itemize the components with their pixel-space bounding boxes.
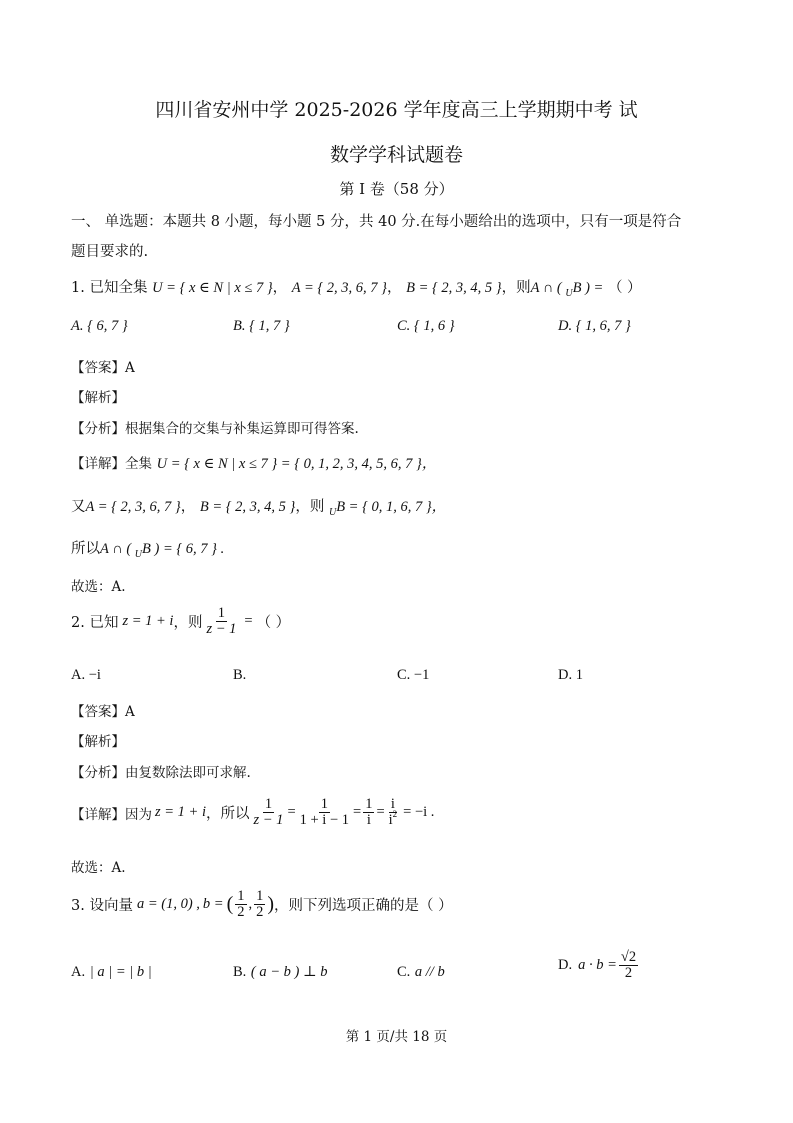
q3-option-d-lhs: a · b = — [578, 957, 617, 974]
q1-you-b: B = { 2, 3, 4, 5 } — [199, 499, 296, 515]
q2-frac-4-den: i — [388, 812, 393, 829]
q1-you-sep: ， — [180, 499, 196, 515]
q2-frac-1-num: 1 — [264, 796, 273, 812]
q2-frac-2-num: 1 — [320, 796, 328, 812]
q3-option-b-expr: ( a − b ) ⊥ b — [250, 964, 328, 980]
q2-frac-1 — [252, 797, 286, 828]
q1-comma-2: ， — [386, 280, 402, 296]
page-footer: 第 1 页/共 18 页 — [345, 1029, 448, 1045]
exam-title-line1: 四川省安州中学 2025-2026 学年度高三上学期期中考 试 — [155, 99, 638, 121]
q3-option-a-label: A. — [71, 964, 86, 980]
q3-option-d-frac — [619, 950, 638, 981]
q2-answer: 【答案】A — [71, 704, 135, 720]
q2-frac-4 — [387, 797, 400, 828]
q3-stem-tail: ，则下列选项正确的是（ ） — [274, 898, 453, 915]
q2-stem-fraction — [204, 606, 238, 637]
q2-stem-frac-num: 1 — [217, 605, 226, 621]
q3-b-frac-2-num: 1 — [256, 888, 264, 904]
q2-frac-3-den: i — [366, 812, 371, 829]
q3-stem: 3. 设向量 a = (1, 0) , b = ( $\frac{1}{2}$ , $\frac{1}{2}$ ) ，则下列选项正确的是（ ） — [71, 888, 453, 921]
q2-blank: （ ） — [256, 615, 291, 632]
q1-suoyi-tail: B ) = { 6, 7 } . — [142, 541, 225, 557]
q1-blank: （ ） — [607, 280, 642, 296]
q3-b-frac-2-den: 2 — [256, 904, 264, 921]
q2-stem-frac-den: z − 1 — [206, 621, 237, 638]
q2-frac-1-den: z − 1 — [253, 812, 284, 829]
q3-b-frac-1 — [235, 889, 246, 920]
q2-fenxi: 【分析】由复数除法即可求解. — [71, 765, 251, 781]
q3-option-c-expr: a // b — [414, 964, 445, 980]
q2-frac-2-den: 1 + i − 1 — [299, 812, 350, 829]
q1-suoyi-sub: U — [134, 549, 143, 560]
q3-option-c-label: C. — [397, 964, 411, 980]
q3-option-a-expr: | a | = | b | — [89, 964, 152, 980]
q2-suoyi: ，所以 — [206, 806, 250, 823]
q1-set-a: A = { 2, 3, 6, 7 } — [291, 280, 387, 296]
q1-suoyi-label: 所以 — [71, 541, 100, 557]
q1-you-a: A = { 2, 3, 6, 7 } — [85, 499, 181, 515]
q1-analysis-label: 【解析】 — [71, 390, 125, 406]
q1-target-sub: U — [565, 288, 573, 299]
q1-you-complement: B = { 0, 1, 6, 7 }， — [336, 499, 447, 515]
q3-option-b-label: B. — [233, 964, 247, 980]
exam-title-line2: 数学学科试题卷 — [329, 144, 463, 166]
q1-xiangjie — [71, 452, 436, 473]
q1-comma-1: ， — [272, 280, 288, 296]
q2-eq: = — [244, 613, 253, 630]
q3-option-d-den: 2 — [624, 965, 633, 982]
q3-option-c — [397, 964, 445, 981]
q1-you-line — [71, 495, 446, 516]
q1-then: ，则 — [501, 280, 531, 296]
q1-stem-prefix: 1. 已知全集 — [71, 280, 148, 296]
q2-frac-2 — [298, 797, 351, 828]
q2-stem — [71, 606, 290, 637]
q1-suoyi-line — [71, 537, 224, 558]
q2-frac-4-num: i — [390, 796, 395, 812]
q3-option-a — [71, 964, 152, 981]
q2-stem-prefix: 2. 已知 — [71, 615, 119, 632]
q2-option-b: B. — [233, 667, 247, 683]
q2-xiangjie-z: z = 1 + i — [155, 804, 206, 821]
q1-option-b: B. { 1, 7 } — [233, 318, 290, 334]
q3-stem-prefix: 3. 设向量 — [71, 898, 133, 915]
q2-frac-3 — [363, 797, 374, 828]
q3-b-frac-2 — [254, 889, 265, 920]
q1-xiangjie-label: 【详解】全集 — [71, 456, 152, 472]
q2-option-d: D. 1 — [558, 667, 583, 683]
q1-suoyi-expr: A ∩ ( — [100, 541, 135, 557]
q1-target-expr: A ∩ ( — [530, 280, 566, 296]
q1-option-c: C. { 1, 6 } — [397, 318, 455, 334]
instructions-line1: 一、 单选题：本题共 8 小题，每小题 5 分，共 40 分.在每小题给出的选项中，只有一项是符合 — [71, 214, 682, 230]
q2-option-c: C. −1 — [397, 667, 430, 683]
q2-frac-3-num: 1 — [365, 796, 373, 812]
q2-frac-4-den-wrap — [387, 809, 400, 829]
section-heading: 第 I 卷（58 分） — [339, 180, 454, 198]
q2-analysis-label: 【解析】 — [71, 734, 125, 750]
q1-you-ze: ，则 — [295, 499, 325, 515]
q1-you-label: 又 — [71, 499, 86, 515]
q1-you-sub: U — [328, 507, 337, 518]
q3-option-d-label: D. — [558, 957, 573, 974]
q2-xiangjie-label: 【详解】因为 — [71, 806, 152, 823]
q1-fenxi: 【分析】根据集合的交集与补集运算即可得答案. — [71, 421, 359, 437]
instructions-line2: 题目要求的. — [71, 244, 149, 260]
q1-answer: 【答案】A — [71, 360, 135, 376]
q2-xiangjie: 【详解】因为 z = 1 + i ，所以 $\frac{1}{z - 1}$ = $\frac{1}{1 + i - 1}$ = $\frac{1}{i}$ = $\frac{i}{i^2}$ = −i . — [71, 796, 435, 829]
q2-ze: ，则 — [173, 615, 203, 632]
q1-set-u: U = { x ∈ N | x ≤ 7 } — [152, 280, 273, 296]
q1-conclusion: 故选：A. — [71, 579, 126, 595]
q2-frac-4-sup: 2 — [392, 809, 398, 820]
q3-b-frac-1-num: 1 — [237, 888, 245, 904]
q2-option-a: A. −i — [71, 667, 101, 683]
q2-result: = −i . — [403, 804, 435, 821]
q3-option-b — [233, 964, 327, 981]
q1-target-tail: B ) = — [572, 280, 604, 296]
q2-z-expr: z = 1 + i — [122, 613, 174, 630]
q2-conclusion: 故选：A. — [71, 860, 126, 876]
q3-option-d — [558, 950, 640, 981]
q1-option-d: D. { 1, 6, 7 } — [558, 318, 631, 334]
q3-b-frac-1-den: 2 — [237, 904, 245, 921]
q1-option-a: A. { 6, 7 } — [71, 318, 128, 334]
q3-option-d-num: √2 — [620, 949, 637, 965]
q1-stem — [71, 276, 642, 297]
q1-xiangjie-expr: U = { x ∈ N | x ≤ 7 } = { 0, 1, 2, 3, 4, 5, 6, 7 }， — [156, 456, 437, 472]
q1-set-b: B = { 2, 3, 4, 5 } — [406, 280, 502, 296]
q3-vector-a: a = (1, 0) , — [136, 896, 200, 913]
q3-vector-b-lhs: b = — [202, 896, 224, 913]
